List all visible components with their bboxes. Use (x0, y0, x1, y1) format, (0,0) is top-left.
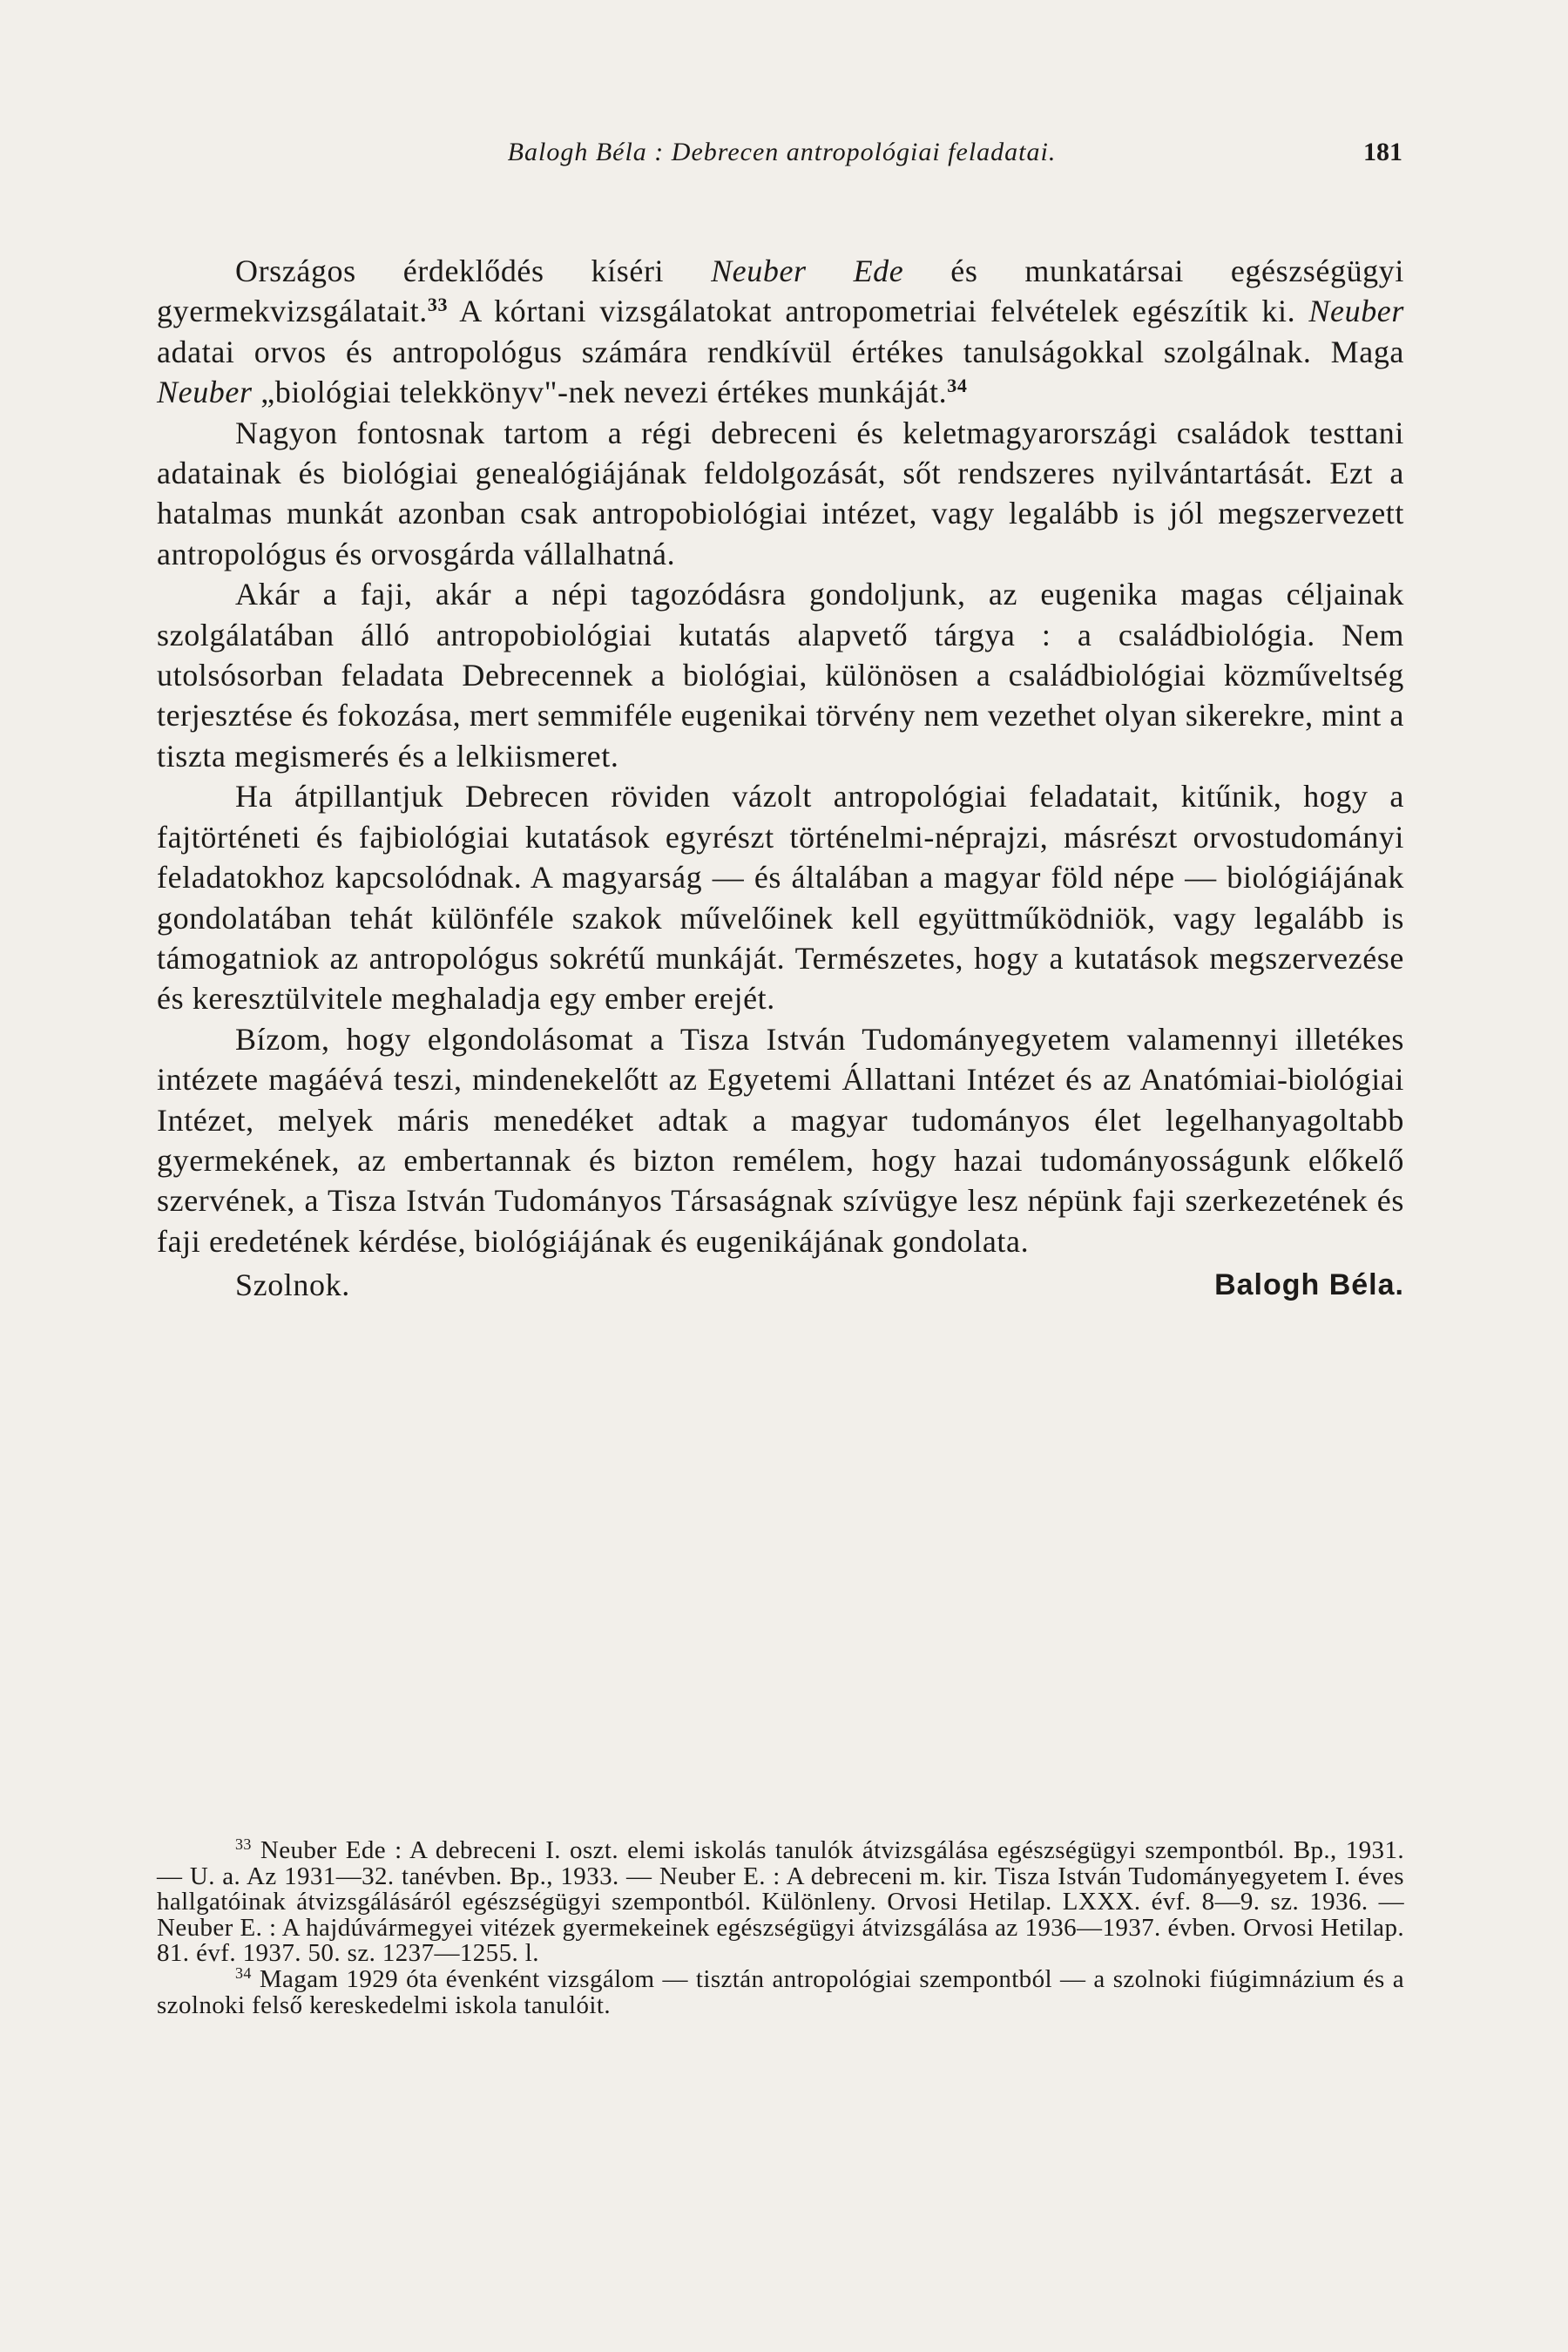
running-title: Balogh Béla : Debrecen antropológiai feladatai. (507, 138, 1057, 166)
text-run: A kórtani vizsgálatokat antropometriai felvételek egészítik ki. (448, 294, 1309, 329)
signature-place: Szolnok. (235, 1267, 350, 1303)
paragraph: Ha átpillantjuk Debrecen röviden vázolt antropológiai feladatait, kitűnik, hogy a fajtörténeti és fajbiológiai kutatások egyrészt történelmi-néprajzi, másrészt orvostudományi feladatokhoz kapcsolódnak. A magyarság — és általában a magyar föld népe — biológiájának gondolatában tehát különféle szakok művelőinek kell együttműködniök, vagy legalább is támogatniok az antropológus sokrétű munkáját. Természetes, hogy a kutatások megszervezése és keresztülvitele meghaladja egy ember erejét. (157, 779, 1404, 1017)
text-run: adatai orvos és antropológus számára rendkívül értékes tanulságokkal szolgálnak. Maga (157, 334, 1404, 369)
footnote-reference: 33 (427, 294, 449, 316)
text-run: Országos érdeklődés kíséri (235, 253, 712, 288)
paragraph: Bízom, hogy elgondolásomat a Tisza István Tudományegyetem valamennyi illetékes intézete magáévá teszi, mindenekelőtt az Egyetemi Állattani Intézet és az Anatómiai-biológiai Intézet, melyek máris menedéket adtak a magyar tudományos élet legelhanyagoltabb gyermekének, az embertannak és bizton remélem, hogy hazai tudományosságunk előkelő szervének, a Tisza István Tudományos Társaságnak szívügye lesz népünk faji szerkezetének és faji eredetének kérdése, biológiájának és eugenikájának gondolata. (157, 1021, 1404, 1259)
text-run: és munkatársai egészségügyi gyermekvizsgálatait. (157, 253, 1404, 329)
running-header (161, 135, 1402, 170)
paragraph: Akár a faji, akár a népi tagozódásra gondoljunk, az eugenika magas céljainak szolgálatában álló antropobiológiai kutatás alapvető tárgya : a családbiológia. Nem utolsósorban feladata Debrecennek a biológiai, különösen a családbiológiai közműveltség terjesztése és fokozása, mert semmiféle eugenikai törvény nem vezethet olyan sikerekre, mint a tiszta megismerés és a lelkiismeret. (157, 577, 1404, 774)
footnote-mark: 33 (235, 1835, 252, 1853)
paragraph: Nagyon fontosnak tartom a régi debreceni és keletmagyarországi családok testtani adatainak és biológiai genealógiájának feldolgozását, sőt rendszeres nyilvántartását. Ezt a hatalmas munkát azonban csak antropobiológiai intézet, vagy legalább is jól megszervezett antropológus és orvosgárda vállalhatná. (157, 415, 1404, 571)
footnote (157, 1963, 1404, 2019)
text-run: „biológiai telekkönyv"-nek nevezi értékes munkáját. (252, 375, 948, 410)
paragraph (157, 251, 1404, 413)
page-number: 181 (1363, 138, 1402, 166)
footnote-text: Neuber Ede : A debreceni I. oszt. elemi iskolás tanulók átvizsgálása egészségügyi szempontból. Bp., 1931. — U. a. Az 1931—32. tanévben. Bp., 1933. — Neuber E. : A debreceni m. kir. Tisza István Tudományegyetem I. éves hallgatóinak átvizsgálásáról egészségügyi szempontból. Különleny. Orvosi Hetilap. LXXX. évf. 8—9. sz. 1936. — Neuber E. : A hajdúvármegyei vitézek gyermekeinek egészségügyi átvizsgálása az 1936—1937. évben. Orvosi Hetilap. 81. évf. 1937. 50. sz. 1237—1255. l. (157, 1836, 1404, 1968)
italic-name: Neuber (1308, 294, 1404, 329)
signature-line (157, 1265, 1404, 1307)
footnote-reference: 34 (947, 375, 968, 397)
footnote (157, 1835, 1404, 1968)
footnotes (157, 1835, 1404, 2019)
signature-author: Balogh Béla. (1214, 1268, 1404, 1302)
footnote-text: Magam 1929 óta évenként vizsgálom — tisztán antropológiai szempontból — a szolnoki fiúgimnázium és a szolnoki felső kereskedelmi iskola tanulóit. (157, 1964, 1404, 2019)
italic-name: Neuber Ede (711, 253, 904, 288)
footnote-mark: 34 (235, 1963, 252, 1982)
main-text (157, 251, 1404, 1307)
italic-name: Neuber (157, 375, 253, 410)
